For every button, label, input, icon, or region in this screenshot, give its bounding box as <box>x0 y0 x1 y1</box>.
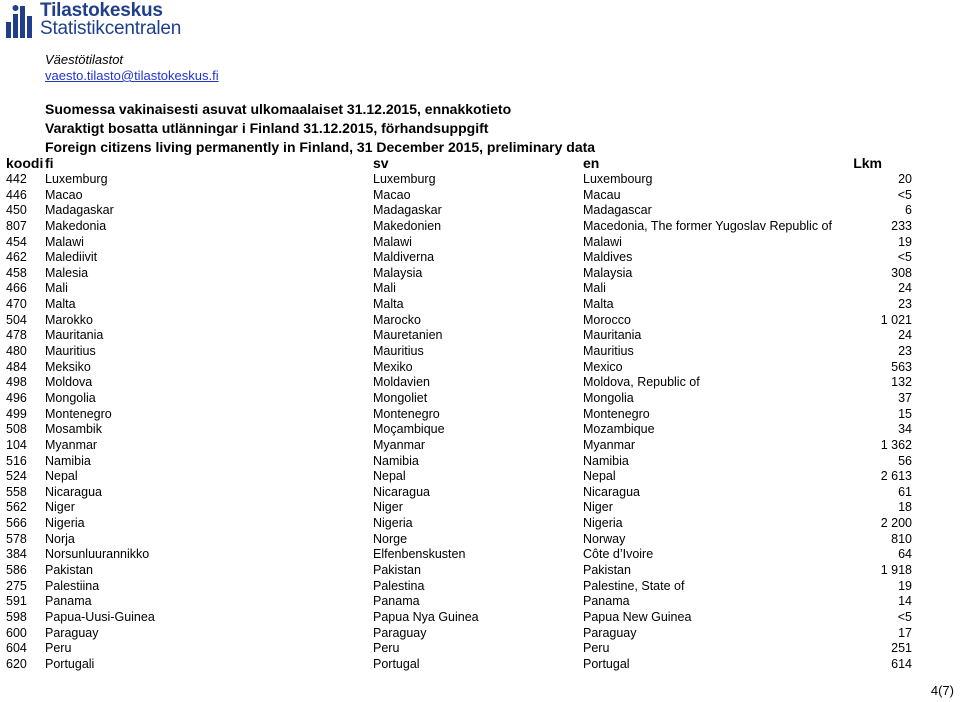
cell-en: Moldova, Republic of <box>583 375 700 390</box>
cell-fi: Malta <box>45 297 76 312</box>
cell-en: Malawi <box>583 234 622 249</box>
cell-en: Maldives <box>583 250 633 265</box>
cell-en: Montenegro <box>583 406 650 421</box>
table-row <box>0 500 960 516</box>
cell-fi: Mosambik <box>45 422 102 437</box>
page-number: 4(7) <box>930 683 954 698</box>
cell-lkm: 308 <box>891 265 912 280</box>
cell-sv: Maldiverna <box>373 250 435 265</box>
cell-lkm: 1 918 <box>880 563 912 578</box>
cell-fi: Papua-Uusi-Guinea <box>45 609 155 624</box>
cell-fi: Nepal <box>45 469 78 484</box>
table-row <box>0 438 960 454</box>
table-row <box>0 594 960 610</box>
cell-sv: Moldavien <box>373 375 430 390</box>
header-code: koodi <box>6 155 44 171</box>
cell-code: 484 <box>6 359 27 374</box>
table-row <box>0 407 960 423</box>
cell-en: Nigeria <box>583 516 623 531</box>
logo <box>0 0 200 44</box>
cell-fi: Makedonia <box>45 218 107 233</box>
cell-lkm: 23 <box>898 344 912 359</box>
cell-fi: Luxemburg <box>45 172 108 186</box>
cell-en: Peru <box>583 641 610 656</box>
cell-fi: Mali <box>45 281 68 296</box>
cell-fi: Montenegro <box>45 406 112 421</box>
cell-fi: Norja <box>45 531 75 546</box>
cell-code: 591 <box>6 594 27 609</box>
logo-mark-icon <box>4 2 34 40</box>
cell-code: 442 <box>6 172 27 186</box>
cell-fi: Paraguay <box>45 625 99 640</box>
cell-en: Morocco <box>583 312 631 327</box>
cell-sv: Makedonien <box>373 218 442 233</box>
cell-lkm: 132 <box>891 375 912 390</box>
cell-en: Malta <box>583 297 614 312</box>
cell-fi: Pakistan <box>45 563 93 578</box>
cell-lkm: 15 <box>898 406 912 421</box>
table-row <box>0 235 960 251</box>
table-row <box>0 328 960 344</box>
cell-sv: Nicaragua <box>373 484 430 499</box>
cell-lkm: 61 <box>898 484 912 499</box>
cell-sv: Paraguay <box>373 625 427 640</box>
cell-lkm: 19 <box>898 578 912 593</box>
cell-sv: Palestina <box>373 578 425 593</box>
cell-fi: Malesia <box>45 265 89 280</box>
data-table <box>0 172 960 673</box>
cell-fi: Madagaskar <box>45 203 114 218</box>
table-row <box>0 375 960 391</box>
cell-sv: Papua Nya Guinea <box>373 609 479 624</box>
cell-code: 566 <box>6 516 27 531</box>
contact-label: Väestötilastot <box>45 52 124 67</box>
cell-en: Macedonia, The former Yugoslav Republic of <box>583 218 832 233</box>
table-row <box>0 266 960 282</box>
table-row <box>0 626 960 642</box>
cell-code: 450 <box>6 203 27 218</box>
table-row <box>0 391 960 407</box>
cell-code: 454 <box>6 234 27 249</box>
table-row <box>0 203 960 219</box>
cell-sv: Madagaskar <box>373 203 442 218</box>
table-row <box>0 454 960 470</box>
cell-fi: Portugali <box>45 656 95 671</box>
cell-sv: Montenegro <box>373 406 440 421</box>
header-lkm: Lkm <box>853 155 882 171</box>
cell-code: 504 <box>6 312 27 327</box>
cell-fi: Mauritania <box>45 328 104 343</box>
table-row <box>0 641 960 657</box>
cell-sv: Malaysia <box>373 265 423 280</box>
cell-fi: Mauritius <box>45 344 96 359</box>
cell-code: 562 <box>6 500 27 515</box>
cell-code: 470 <box>6 297 27 312</box>
cell-sv: Mauritius <box>373 344 424 359</box>
cell-code: 600 <box>6 625 27 640</box>
cell-code: 807 <box>6 218 27 233</box>
table-row <box>0 485 960 501</box>
cell-lkm: 34 <box>898 422 912 437</box>
cell-lkm: 37 <box>898 390 912 405</box>
cell-fi: Norsunluurannikko <box>45 547 150 562</box>
cell-lkm: 17 <box>898 625 912 640</box>
cell-en: Nepal <box>583 469 616 484</box>
cell-en: Luxembourg <box>583 172 653 186</box>
cell-code: 480 <box>6 344 27 359</box>
cell-fi: Myanmar <box>45 437 98 452</box>
cell-fi: Meksiko <box>45 359 91 374</box>
cell-lkm: <5 <box>897 609 912 624</box>
cell-lkm: 2 613 <box>880 469 912 484</box>
cell-en: Mozambique <box>583 422 655 437</box>
cell-sv: Nepal <box>373 469 406 484</box>
cell-code: 275 <box>6 578 27 593</box>
cell-sv: Pakistan <box>373 563 421 578</box>
header-sv: sv <box>373 155 389 171</box>
title-sv: Varaktigt bosatta utlänningar i Finland 31.12.2015, förhandsuppgift <box>45 120 489 136</box>
table-row <box>0 563 960 579</box>
cell-lkm: 24 <box>898 328 912 343</box>
table-row <box>0 219 960 235</box>
cell-lkm: 2 200 <box>880 516 912 531</box>
cell-lkm: 19 <box>898 234 912 249</box>
cell-fi: Malawi <box>45 234 84 249</box>
cell-lkm: <5 <box>897 250 912 265</box>
cell-en: Norway <box>583 531 626 546</box>
cell-en: Mexico <box>583 359 623 374</box>
cell-lkm: 563 <box>891 359 912 374</box>
cell-en: Myanmar <box>583 437 636 452</box>
header-fi: fi <box>45 155 54 171</box>
table-row <box>0 469 960 485</box>
cell-sv: Mongoliet <box>373 390 428 405</box>
header-en: en <box>583 155 600 171</box>
cell-en: Portugal <box>583 656 630 671</box>
cell-sv: Portugal <box>373 656 420 671</box>
cell-sv: Mali <box>373 281 396 296</box>
cell-lkm: 6 <box>905 203 912 218</box>
cell-code: 384 <box>6 547 27 562</box>
cell-lkm: 18 <box>898 500 912 515</box>
cell-en: Macau <box>583 187 621 202</box>
title-en: Foreign citizens living permanently in Finland, 31 December 2015, preliminary data <box>45 139 596 155</box>
cell-lkm: 233 <box>891 218 912 233</box>
cell-code: 516 <box>6 453 27 468</box>
cell-lkm: 24 <box>898 281 912 296</box>
cell-en: Palestine, State of <box>583 578 685 593</box>
cell-sv: Malta <box>373 297 404 312</box>
cell-code: 478 <box>6 328 27 343</box>
cell-code: 499 <box>6 406 27 421</box>
table-row <box>0 422 960 438</box>
title-fi: Suomessa vakinaisesti asuvat ulkomaalaiset 31.12.2015, ennakkotieto <box>45 101 512 117</box>
table-row <box>0 360 960 376</box>
cell-lkm: 251 <box>891 641 912 656</box>
cell-lkm: <5 <box>897 187 912 202</box>
cell-fi: Marokko <box>45 312 93 327</box>
contact-block <box>45 52 219 84</box>
cell-fi: Malediivit <box>45 250 98 265</box>
cell-code: 496 <box>6 390 27 405</box>
cell-code: 598 <box>6 609 27 624</box>
cell-sv: Macao <box>373 187 411 202</box>
table-row <box>0 297 960 313</box>
cell-code: 620 <box>6 656 27 671</box>
table-row <box>0 516 960 532</box>
cell-en: Pakistan <box>583 563 631 578</box>
cell-en: Mauritius <box>583 344 634 359</box>
cell-code: 558 <box>6 484 27 499</box>
report-titles <box>45 100 595 157</box>
cell-fi: Mongolia <box>45 390 96 405</box>
cell-fi: Nigeria <box>45 516 85 531</box>
cell-code: 466 <box>6 281 27 296</box>
cell-en: Madagascar <box>583 203 652 218</box>
contact-email-link[interactable]: vaesto.tilasto@tilastokeskus.fi <box>45 68 219 83</box>
logo-text-sv: Statistikcentralen <box>40 18 182 39</box>
cell-sv: Marocko <box>373 312 421 327</box>
cell-sv: Peru <box>373 641 400 656</box>
table-row <box>0 547 960 563</box>
table-row <box>0 579 960 595</box>
table-row <box>0 610 960 626</box>
table-row <box>0 281 960 297</box>
table-row <box>0 532 960 548</box>
cell-sv: Malawi <box>373 234 412 249</box>
cell-fi: Namibia <box>45 453 91 468</box>
cell-code: 586 <box>6 563 27 578</box>
cell-en: Namibia <box>583 453 629 468</box>
cell-code: 524 <box>6 469 27 484</box>
cell-lkm: 14 <box>898 594 912 609</box>
cell-fi: Palestiina <box>45 578 100 593</box>
cell-en: Mongolia <box>583 390 634 405</box>
cell-sv: Luxemburg <box>373 172 436 186</box>
cell-lkm: 1 362 <box>880 437 912 452</box>
cell-fi: Macao <box>45 187 83 202</box>
cell-sv: Panama <box>373 594 420 609</box>
cell-en: Côte d’Ivoire <box>583 547 654 562</box>
table-row <box>0 188 960 204</box>
cell-sv: Mexiko <box>373 359 413 374</box>
cell-sv: Namibia <box>373 453 419 468</box>
cell-lkm: 614 <box>891 656 912 671</box>
cell-code: 578 <box>6 531 27 546</box>
cell-code: 604 <box>6 641 27 656</box>
cell-code: 458 <box>6 265 27 280</box>
cell-code: 104 <box>6 437 27 452</box>
cell-en: Mali <box>583 281 606 296</box>
table-row <box>0 172 960 188</box>
table-row <box>0 657 960 673</box>
cell-code: 446 <box>6 187 27 202</box>
cell-sv: Elfenbenskusten <box>373 547 466 562</box>
table-row <box>0 313 960 329</box>
cell-en: Niger <box>583 500 613 515</box>
cell-fi: Panama <box>45 594 92 609</box>
cell-en: Malaysia <box>583 265 633 280</box>
cell-lkm: 23 <box>898 297 912 312</box>
cell-lkm: 64 <box>898 547 912 562</box>
logo-text-fi: Tilastokeskus <box>40 0 163 21</box>
cell-fi: Moldova <box>45 375 93 390</box>
cell-en: Nicaragua <box>583 484 640 499</box>
cell-en: Panama <box>583 594 630 609</box>
cell-en: Mauritania <box>583 328 642 343</box>
cell-sv: Nigeria <box>373 516 413 531</box>
cell-fi: Nicaragua <box>45 484 102 499</box>
cell-sv: Moçambique <box>373 422 445 437</box>
cell-sv: Norge <box>373 531 408 546</box>
cell-code: 508 <box>6 422 27 437</box>
cell-sv: Myanmar <box>373 437 426 452</box>
cell-en: Papua New Guinea <box>583 609 692 624</box>
cell-lkm: 810 <box>891 531 912 546</box>
cell-fi: Peru <box>45 641 72 656</box>
cell-sv: Niger <box>373 500 403 515</box>
cell-sv: Mauretanien <box>373 328 443 343</box>
cell-code: 498 <box>6 375 27 390</box>
table-row <box>0 250 960 266</box>
cell-lkm: 56 <box>898 453 912 468</box>
cell-code: 462 <box>6 250 27 265</box>
cell-fi: Niger <box>45 500 75 515</box>
cell-lkm: 20 <box>898 172 912 186</box>
table-row <box>0 344 960 360</box>
cell-en: Paraguay <box>583 625 637 640</box>
cell-lkm: 1 021 <box>880 312 912 327</box>
